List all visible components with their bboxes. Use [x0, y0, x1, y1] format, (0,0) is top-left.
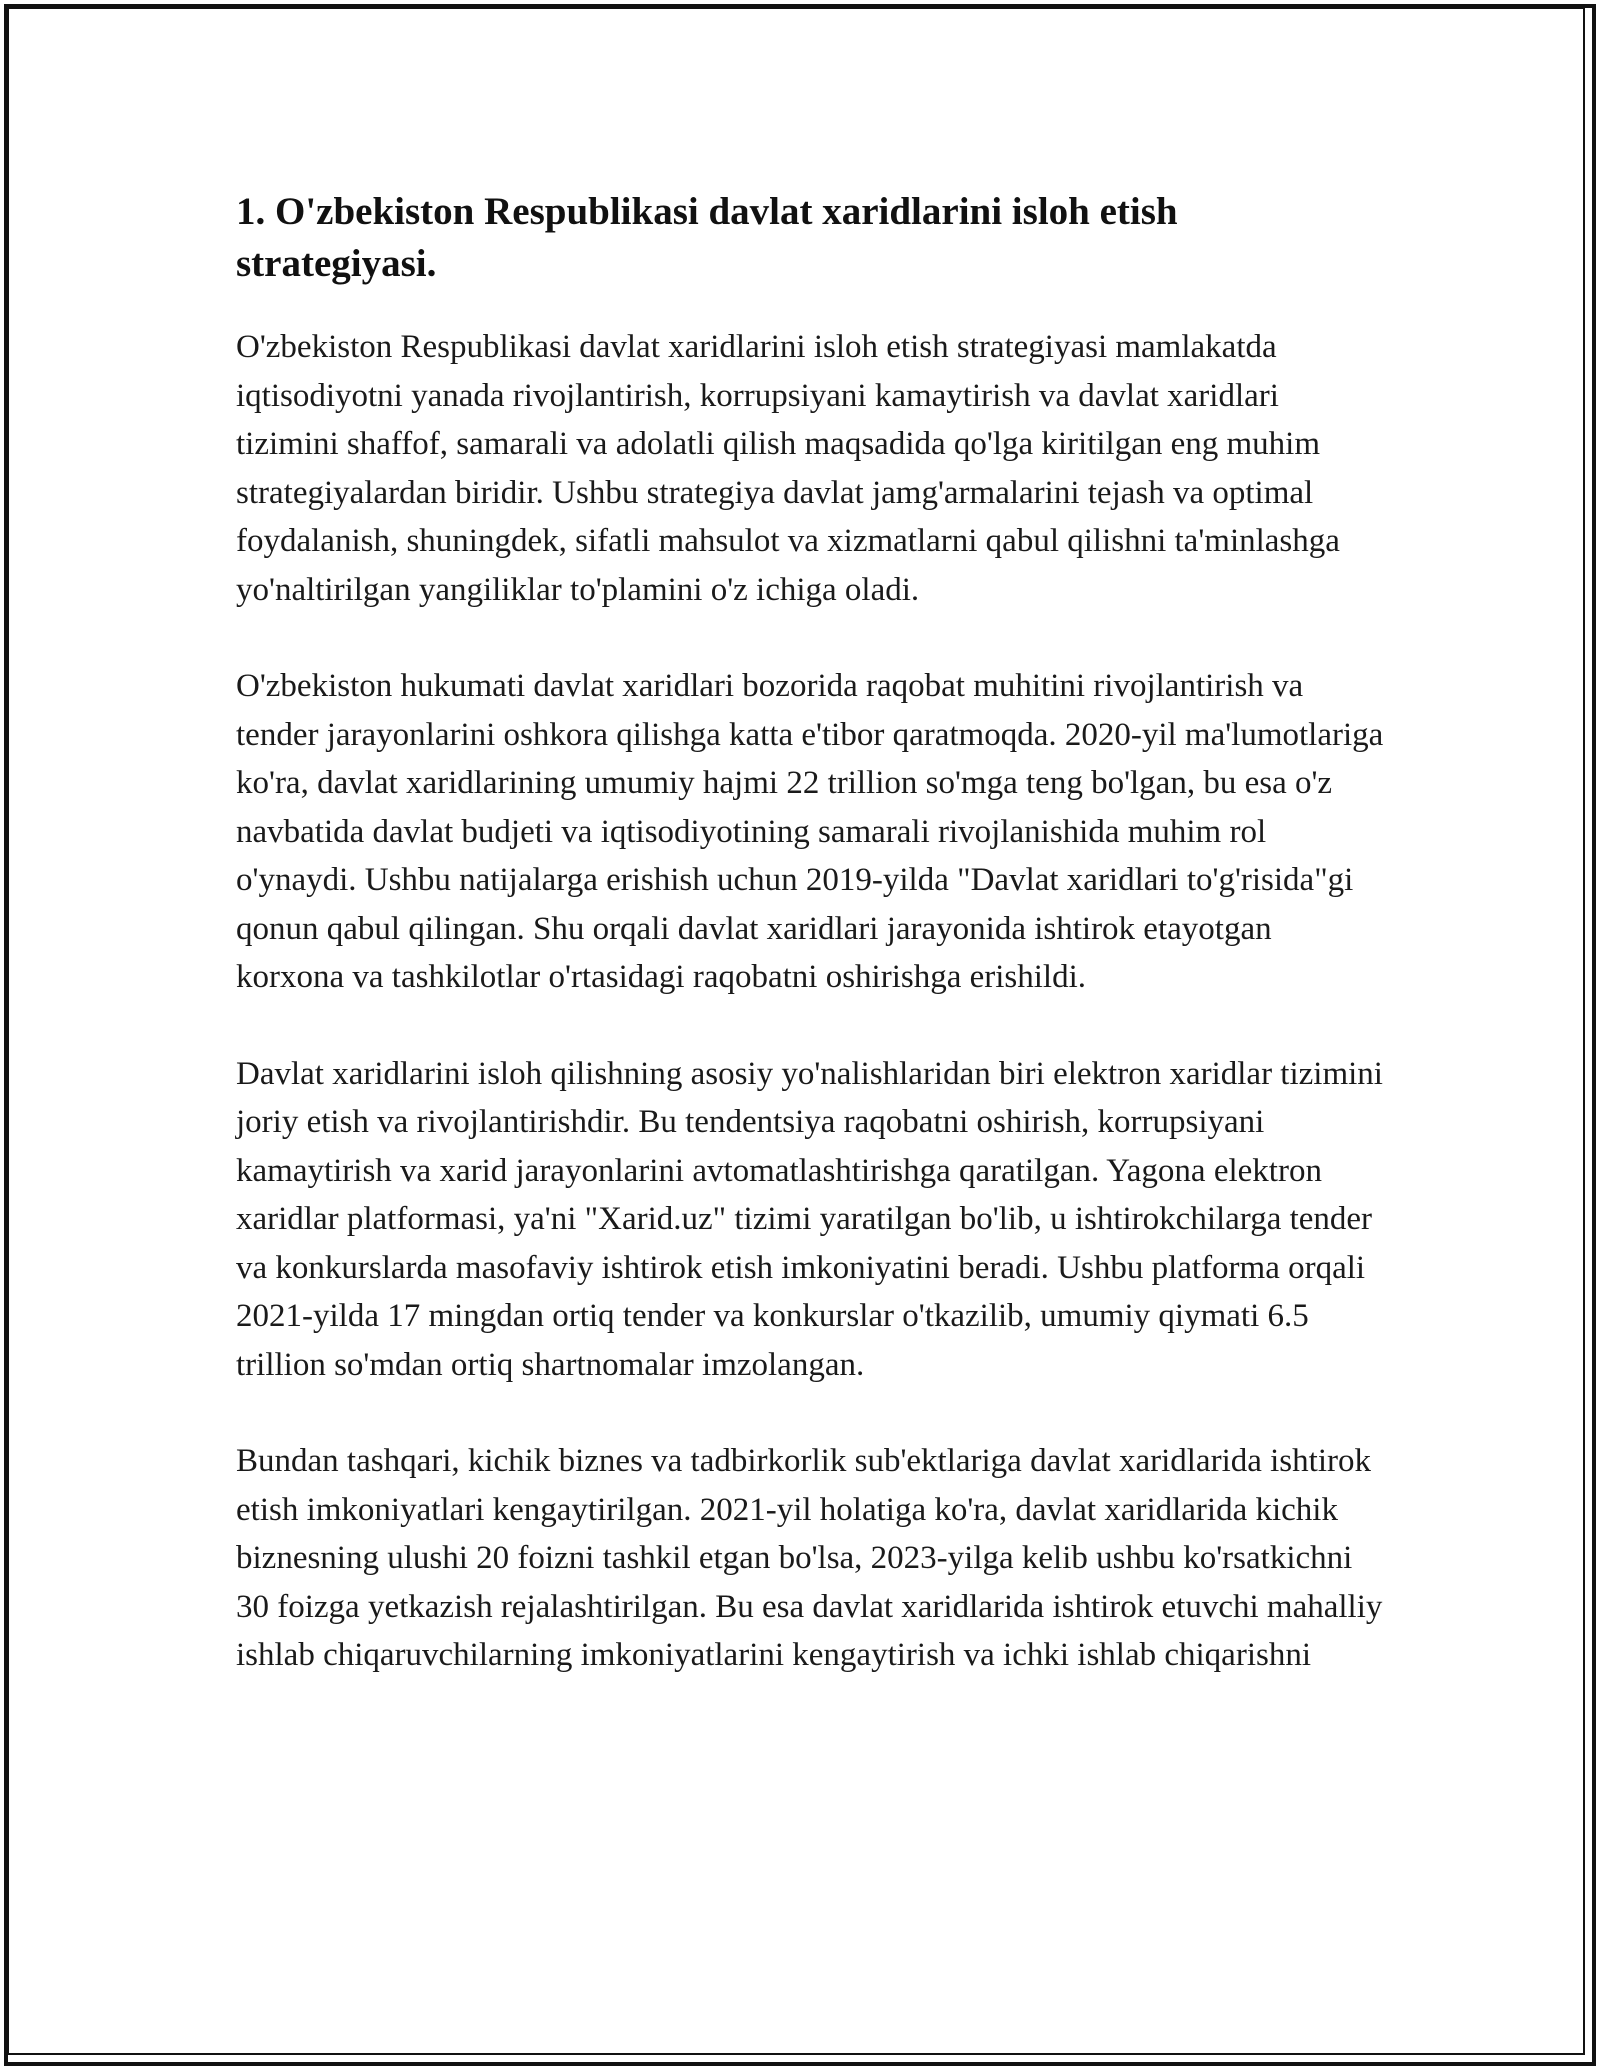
paragraph-3: Davlat xaridlarini isloh qilishning asosiy yo'nalishlaridan biri elektron xaridlar tizimini joriy etish va rivojlantirishdir. Bu tendentsiya raqobatni oshirish, korrupsiyani kamaytirish va xarid jarayonlarini avtomatlashtirishga qaratilgan. Yagona elektron xaridlar platformasi, ya'ni "Xarid.uz" tizimi yaratilgan bo'lib, u ishtirokchilarga tender va konkurslarda masofaviy ishtirok etish imkoniyatini beradi. Ushbu platforma orqali 2021-yilda 17 mingdan ortiq tender va konkurslar o'tkazilib, umumiy qiymati 6.5 trillion so'mdan ortiq shartnomalar imzolangan. [236, 1055, 1383, 1383]
paragraph-4: Bundan tashqari, kichik biznes va tadbirkorlik sub'ektlariga davlat xaridlarida ishtirok etish imkoniyatlari kengaytirilgan. 2021-yil holatiga ko'ra, davlat xaridlarida kichik biznesning ulushi 20 foizni tashkil etgan bo'lsa, 2023-yilga kelib ushbu ko'rsatkichni 30 foizga yetkazish rejalashtirilgan. Bu esa davlat xaridlarida ishtirok etuvchi mahalliy ishlab chiqaruvchilarning imkoniyatlarini kengaytirish va ichki ishlab chiqarishni [236, 1443, 1383, 1673]
document-body [236, 186, 1386, 1728]
section-heading: 1. O'zbekiston Respublikasi davlat xaridlarini isloh etish strategiyasi. [236, 190, 1178, 285]
paragraph-2: O'zbekiston hukumati davlat xaridlari bozorida raqobat muhitini rivojlantirish va tender jarayonlarini oshkora qilishga katta e'tibor qaratmoqda. 2020-yil ma'lumotlariga ko'ra, davlat xaridlarining umumiy hajmi 22 trillion so'mga teng bo'lgan, bu esa o'z navbatida davlat budjeti va iqtisodiyotining samarali rivojlanishida muhim rol o'ynaydi. Ushbu natijalarga erishish uchun 2019-yilda "Davlat xaridlari to'g'risida"gi qonun qabul qilingan. Shu orqali davlat xaridlari jarayonida ishtirok etayotgan korxona va tashkilotlar o'rtasidagi raqobatni oshirishga erishildi. [236, 668, 1384, 995]
paragraph-1: O'zbekiston Respublikasi davlat xaridlarini isloh etish strategiyasi mamlakatda iqtisodiyotni yanada rivojlantirish, korrupsiyani kamaytirish va davlat xaridlari tizimini shaffof, samarali va adolatli qilish maqsadida qo'lga kiritilgan eng muhim strategiyalardan biridir. Ushbu strategiya davlat jamg'armalarini tejash va optimal foydalanish, shuningdek, sifatli mahsulot va xizmatlarni qabul qilishni ta'minlashga yo'naltirilgan yangiliklar to'plamini o'z ichiga oladi. [236, 329, 1340, 608]
